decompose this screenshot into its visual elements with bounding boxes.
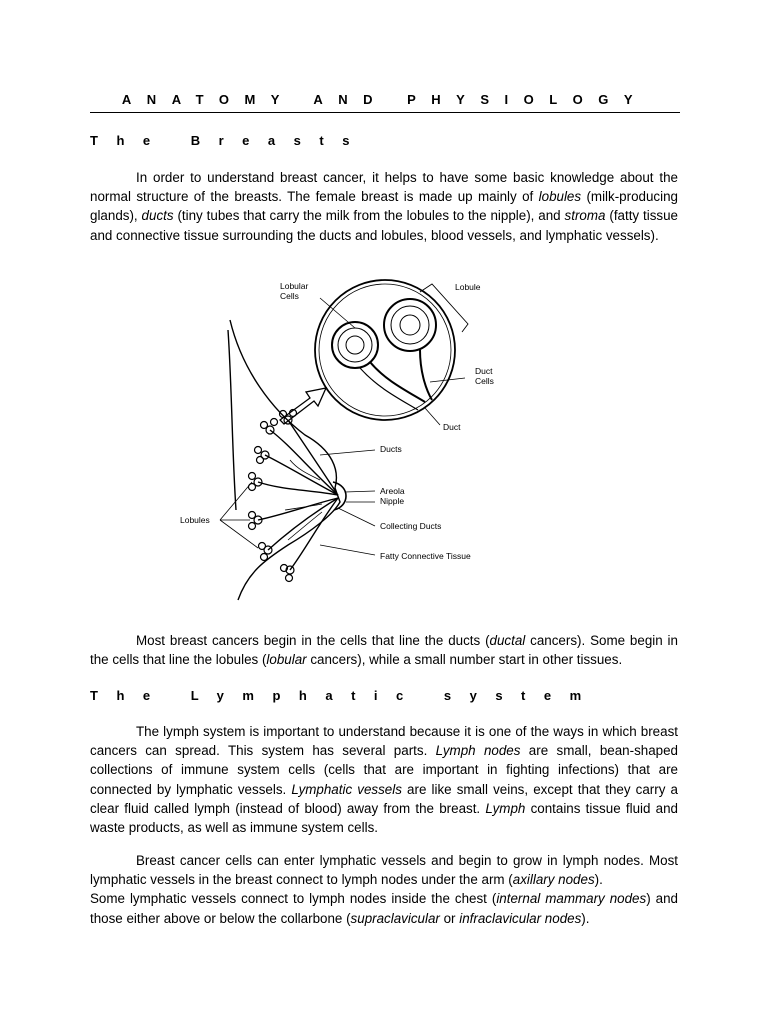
- paragraph-lymph-spread-a: Breast cancer cells can enter lymphatic vessels and begin to grow in lymph nodes. Most lymphatic vessels in the breast connect to lymph nodes under the arm (axillary nodes).: [90, 853, 678, 888]
- label-collecting-ducts: Collecting Ducts: [380, 521, 442, 531]
- paragraph-lymph-spread: [90, 851, 678, 928]
- label-lobular-cells-2: Cells: [280, 291, 299, 301]
- label-lobules: Lobules: [180, 515, 210, 525]
- paragraph-lymph-spread-b: Some lymphatic vessels connect to lymph nodes inside the chest (internal mammary nodes) and those either above or below the collarbone (supraclavicular or infraclavicular nodes).: [90, 891, 678, 926]
- label-nipple: Nipple: [380, 496, 405, 506]
- label-areola: Areola: [380, 486, 405, 496]
- label-duct-cells-2: Cells: [475, 376, 494, 386]
- label-fatty-connective-tissue: Fatty Connective Tissue: [380, 551, 471, 561]
- breast-anatomy-figure: [170, 270, 500, 610]
- label-duct-cells-1: Duct: [475, 366, 493, 376]
- paragraph-breast-structure: In order to understand breast cancer, it helps to have some basic knowledge about the normal structure of the breasts. The female breast is made up mainly of lobules (milk-producing glands), ducts (tiny tubes that carry the milk from the lobules to the nipple), and stroma (fatty tissue and connective tissue surrounding the ducts and lobules, blood vessels, and lymphatic vessels).: [90, 170, 679, 243]
- section-heading-breasts: The Breasts: [90, 133, 368, 148]
- paragraph-lymph-system: The lymph system is important to understand because it is one of the ways in which breast cancers can spread. This system has several parts. Lymph nodes are small, bean-shaped collections of immune system cells (cells that are important in fighting infections) that are connected by lymphatic vessels. Lymphatic vessels are like small veins, except that they carry a clear fluid called lymph (instead of blood) away from the breast. Lymph contains tissue fluid and waste products, as well as immune system cells.: [90, 724, 679, 836]
- label-lobular-cells-1: Lobular: [280, 281, 309, 291]
- title-rule: [90, 112, 680, 113]
- page-title: ANATOMY AND PHYSIOLOGY: [121, 92, 649, 107]
- breast-anatomy-diagram: [170, 270, 500, 610]
- label-duct: Duct: [443, 422, 461, 432]
- label-ducts: Ducts: [380, 444, 402, 454]
- paragraph-cancer-origin: Most breast cancers begin in the cells that line the ducts (ductal cancers). Some begin in the cells that line the lobules (lobular cancers), while a small number start in other tissues.: [90, 633, 678, 668]
- label-lobule: Lobule: [455, 282, 481, 292]
- section-heading-lymphatic: The Lymphatic system: [90, 688, 600, 703]
